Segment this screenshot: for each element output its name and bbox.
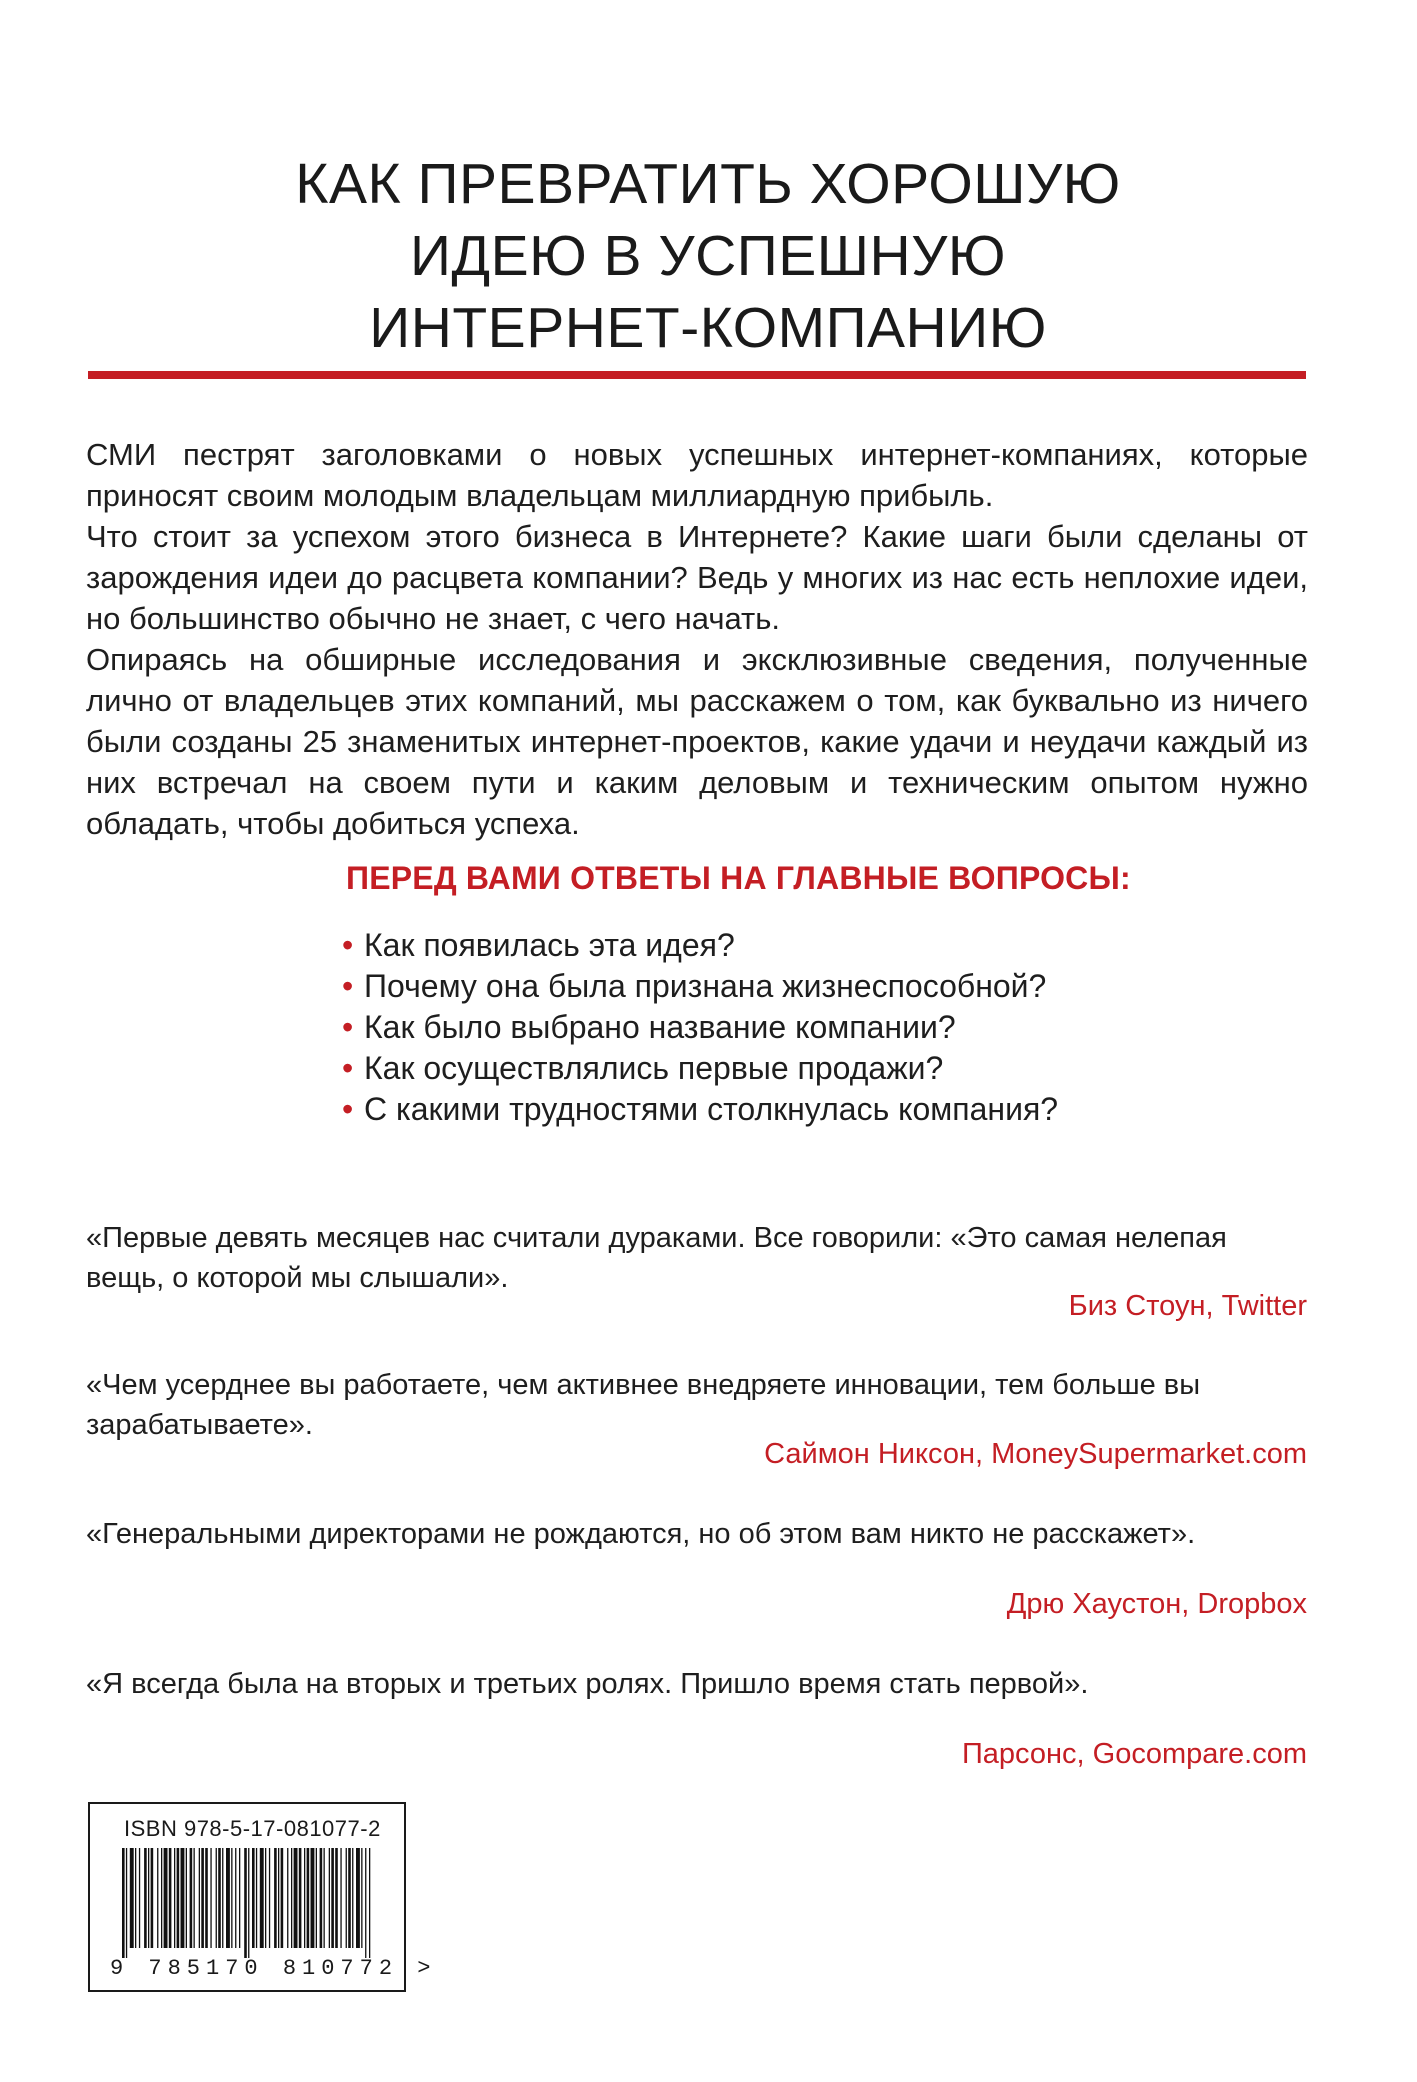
title-line-3: ИНТЕРНЕТ-КОМПАНИЮ: [369, 296, 1047, 360]
quote-text: «Генеральными директорами не рождаются, но об этом вам никто не расскажет».: [86, 1518, 1196, 1550]
bullet-icon: •: [342, 1091, 354, 1127]
intro-paragraph-2: Что стоит за успехом этого бизнеса в Интернете? Какие шаги были сделаны от зарождения идеи до расцвета компании? Ведь у многих из нас есть неплохие идеи, но большинство обычно не знает, с чего начать.: [86, 519, 1308, 636]
quote-text: «Первые девять месяцев нас считали дураками. Все говорили: «Это самая нелепая вещь, о которой мы слышали».: [86, 1222, 1227, 1294]
barcode-digits: 9 785170 810772 >: [110, 1956, 437, 1981]
title-line-2: ИДЕЮ В УСПЕШНУЮ: [410, 224, 1006, 288]
quote-author: Биз Стоун, Twitter: [1068, 1290, 1307, 1322]
quote-author: Дрю Хаустон, Dropbox: [1006, 1588, 1307, 1620]
question-text: Как осуществлялись первые продажи?: [364, 1050, 944, 1086]
quote-text: «Я всегда была на вторых и третьих ролях. Пришло время стать первой».: [86, 1668, 1089, 1700]
cover-title: [88, 148, 1328, 364]
intro-text: [86, 434, 1308, 844]
list-item: [342, 925, 1058, 966]
isbn-barcode-box: [88, 1802, 437, 1992]
intro-paragraph-3: Опираясь на обширные исследования и эксклюзивные сведения, полученные лично от владельцев этих компаний, мы расскажем о том, как буквально из ничего были созданы 25 знаменитых интернет-проектов, какие удачи и неудачи каждый из них встречал на своем пути и каким деловым и техническим опытом нужно обладать, чтобы добиться успеха.: [86, 642, 1308, 841]
question-text: Как появилась эта идея?: [364, 927, 735, 963]
list-item: [342, 1089, 1058, 1130]
barcode-icon: [118, 1848, 376, 1958]
bullet-icon: •: [342, 1050, 354, 1086]
list-item: [342, 1048, 1058, 1089]
quote-text: «Чем усерднее вы работаете, чем активнее внедряете инновации, тем больше вы зарабатываете».: [86, 1369, 1201, 1441]
intro-paragraph-1: СМИ пестрят заголовками о новых успешных интернет-компаниях, которые приносят своим молодым владельцам миллиардную прибыль.: [86, 437, 1308, 513]
title-line-1: КАК ПРЕВРАТИТЬ ХОРОШУЮ: [295, 152, 1121, 216]
questions-heading: ПЕРЕД ВАМИ ОТВЕТЫ НА ГЛАВНЫЕ ВОПРОСЫ:: [346, 860, 1131, 896]
bullet-icon: •: [342, 1009, 354, 1045]
list-item: [342, 966, 1058, 1007]
question-text: Как было выбрано название компании?: [364, 1009, 956, 1045]
questions-list: [342, 925, 1058, 1130]
bullet-icon: •: [342, 968, 354, 1004]
list-item: [342, 1007, 1058, 1048]
quote-author: Парсонс, Gocompare.com: [961, 1738, 1307, 1770]
isbn-label: ISBN 978-5-17-081077-2: [124, 1816, 381, 1841]
question-text: Почему она была признана жизнеспособной?: [364, 968, 1047, 1004]
question-text: С какими трудностями столкнулась компания?: [364, 1091, 1059, 1127]
bullet-icon: •: [342, 927, 354, 963]
title-divider: [88, 371, 1306, 379]
quote-author: Саймон Никсон, MoneySupermarket.com: [764, 1438, 1307, 1470]
